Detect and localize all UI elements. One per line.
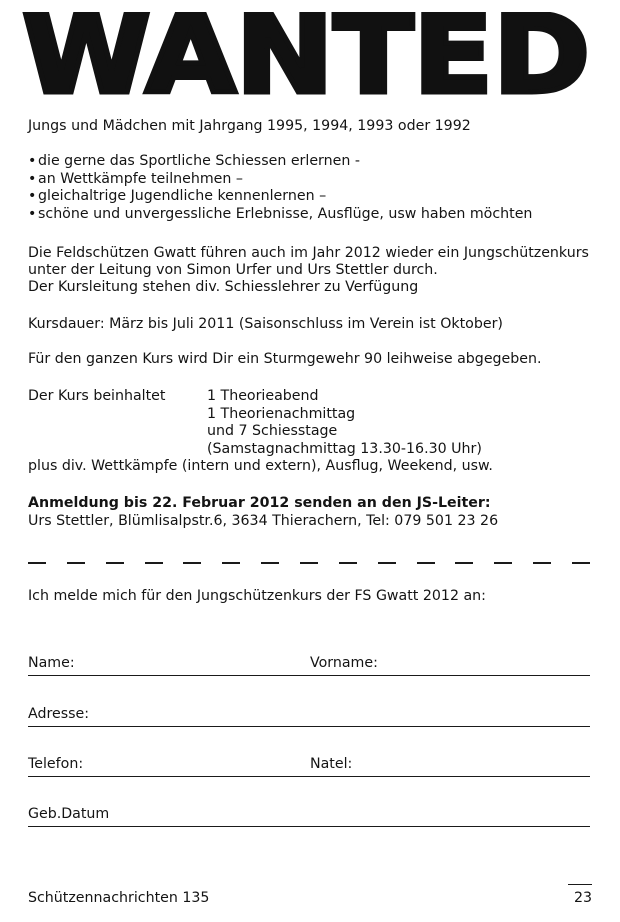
form-row-adresse <box>28 706 590 727</box>
natel-label: Natel: <box>310 756 353 772</box>
cut-dash <box>494 562 512 564</box>
form-intro: Ich melde mich für den Jungschützenkurs der FS Gwatt 2012 an: <box>28 588 486 604</box>
geb-label: Geb.Datum <box>28 806 110 822</box>
cut-dash <box>455 562 473 564</box>
form-row-name <box>28 655 590 676</box>
cut-dash <box>261 562 279 564</box>
page-number: 23 <box>573 890 592 906</box>
cut-dash <box>533 562 551 564</box>
cut-dash <box>300 562 318 564</box>
wanted-headline <box>22 12 592 98</box>
bullet-item: • gleichaltrige Jugendliche kennenlernen – <box>28 188 532 206</box>
course-item: 1 Theorieabend <box>207 388 319 404</box>
adresse-label: Adresse: <box>28 706 90 722</box>
bullet-item: • an Wettkämpfe teilnehmen – <box>28 171 532 189</box>
registration-contact: Urs Stettler, Blümlisalpstr.6, 3634 Thierachern, Tel: 079 501 23 26 <box>28 513 499 529</box>
cut-dash <box>183 562 201 564</box>
paragraph-line: Der Kursleitung stehen div. Schiesslehrer zu Verfügung <box>28 279 419 295</box>
course-item: (Samstagnachmittag 13.30-16.30 Uhr) <box>207 440 482 457</box>
intro-text: Jungs und Mädchen mit Jahrgang 1995, 1994, 1993 oder 1992 <box>28 118 471 134</box>
page-number-rule <box>568 884 592 885</box>
cut-dash <box>339 562 357 564</box>
course-item: 1 Theorienachmittag <box>207 405 356 422</box>
bullet-item: • die gerne das Sportliche Schiessen erlernen - <box>28 153 532 171</box>
cut-dash <box>378 562 396 564</box>
name-label: Name: <box>28 655 75 671</box>
cut-dash <box>572 562 590 564</box>
form-row-geb <box>28 806 590 827</box>
publication-name: Schützennachrichten 135 <box>28 890 210 906</box>
cut-dash <box>417 562 435 564</box>
course-extra: plus div. Wettkämpfe (intern und extern), Ausflug, Weekend, usw. <box>28 458 493 474</box>
duration-text: Kursdauer: März bis Juli 2011 (Saisonschluss im Verein ist Oktober) <box>28 316 503 332</box>
cut-dash <box>106 562 124 564</box>
headline-svg <box>22 12 592 98</box>
cut-dash <box>28 562 46 564</box>
cut-line <box>28 562 590 566</box>
headline-text: WANTED <box>22 12 590 98</box>
paragraph-line: Die Feldschützen Gwatt führen auch im Jahr 2012 wieder ein Jungschützenkurs <box>28 245 589 261</box>
cut-dash <box>145 562 163 564</box>
cut-dash <box>222 562 240 564</box>
paragraph-line: unter der Leitung von Simon Urfer und Urs Stettler durch. <box>28 262 438 278</box>
course-item: und 7 Schiesstage <box>207 423 338 439</box>
course-label: Der Kurs beinhaltet <box>28 388 166 404</box>
rifle-text: Für den ganzen Kurs wird Dir ein Sturmgewehr 90 leihweise abgegeben. <box>28 351 542 367</box>
bullet-list <box>28 153 532 223</box>
registration-heading: Anmeldung bis 22. Februar 2012 senden an den JS-Leiter: <box>28 495 491 511</box>
vorname-label: Vorname: <box>310 655 378 671</box>
bullet-item: • schöne und unvergessliche Erlebnisse, Ausflüge, usw haben möchten <box>28 206 532 224</box>
course-items <box>207 388 482 458</box>
form-row-telefon <box>28 756 590 777</box>
cut-dash <box>67 562 85 564</box>
telefon-label: Telefon: <box>28 756 84 772</box>
